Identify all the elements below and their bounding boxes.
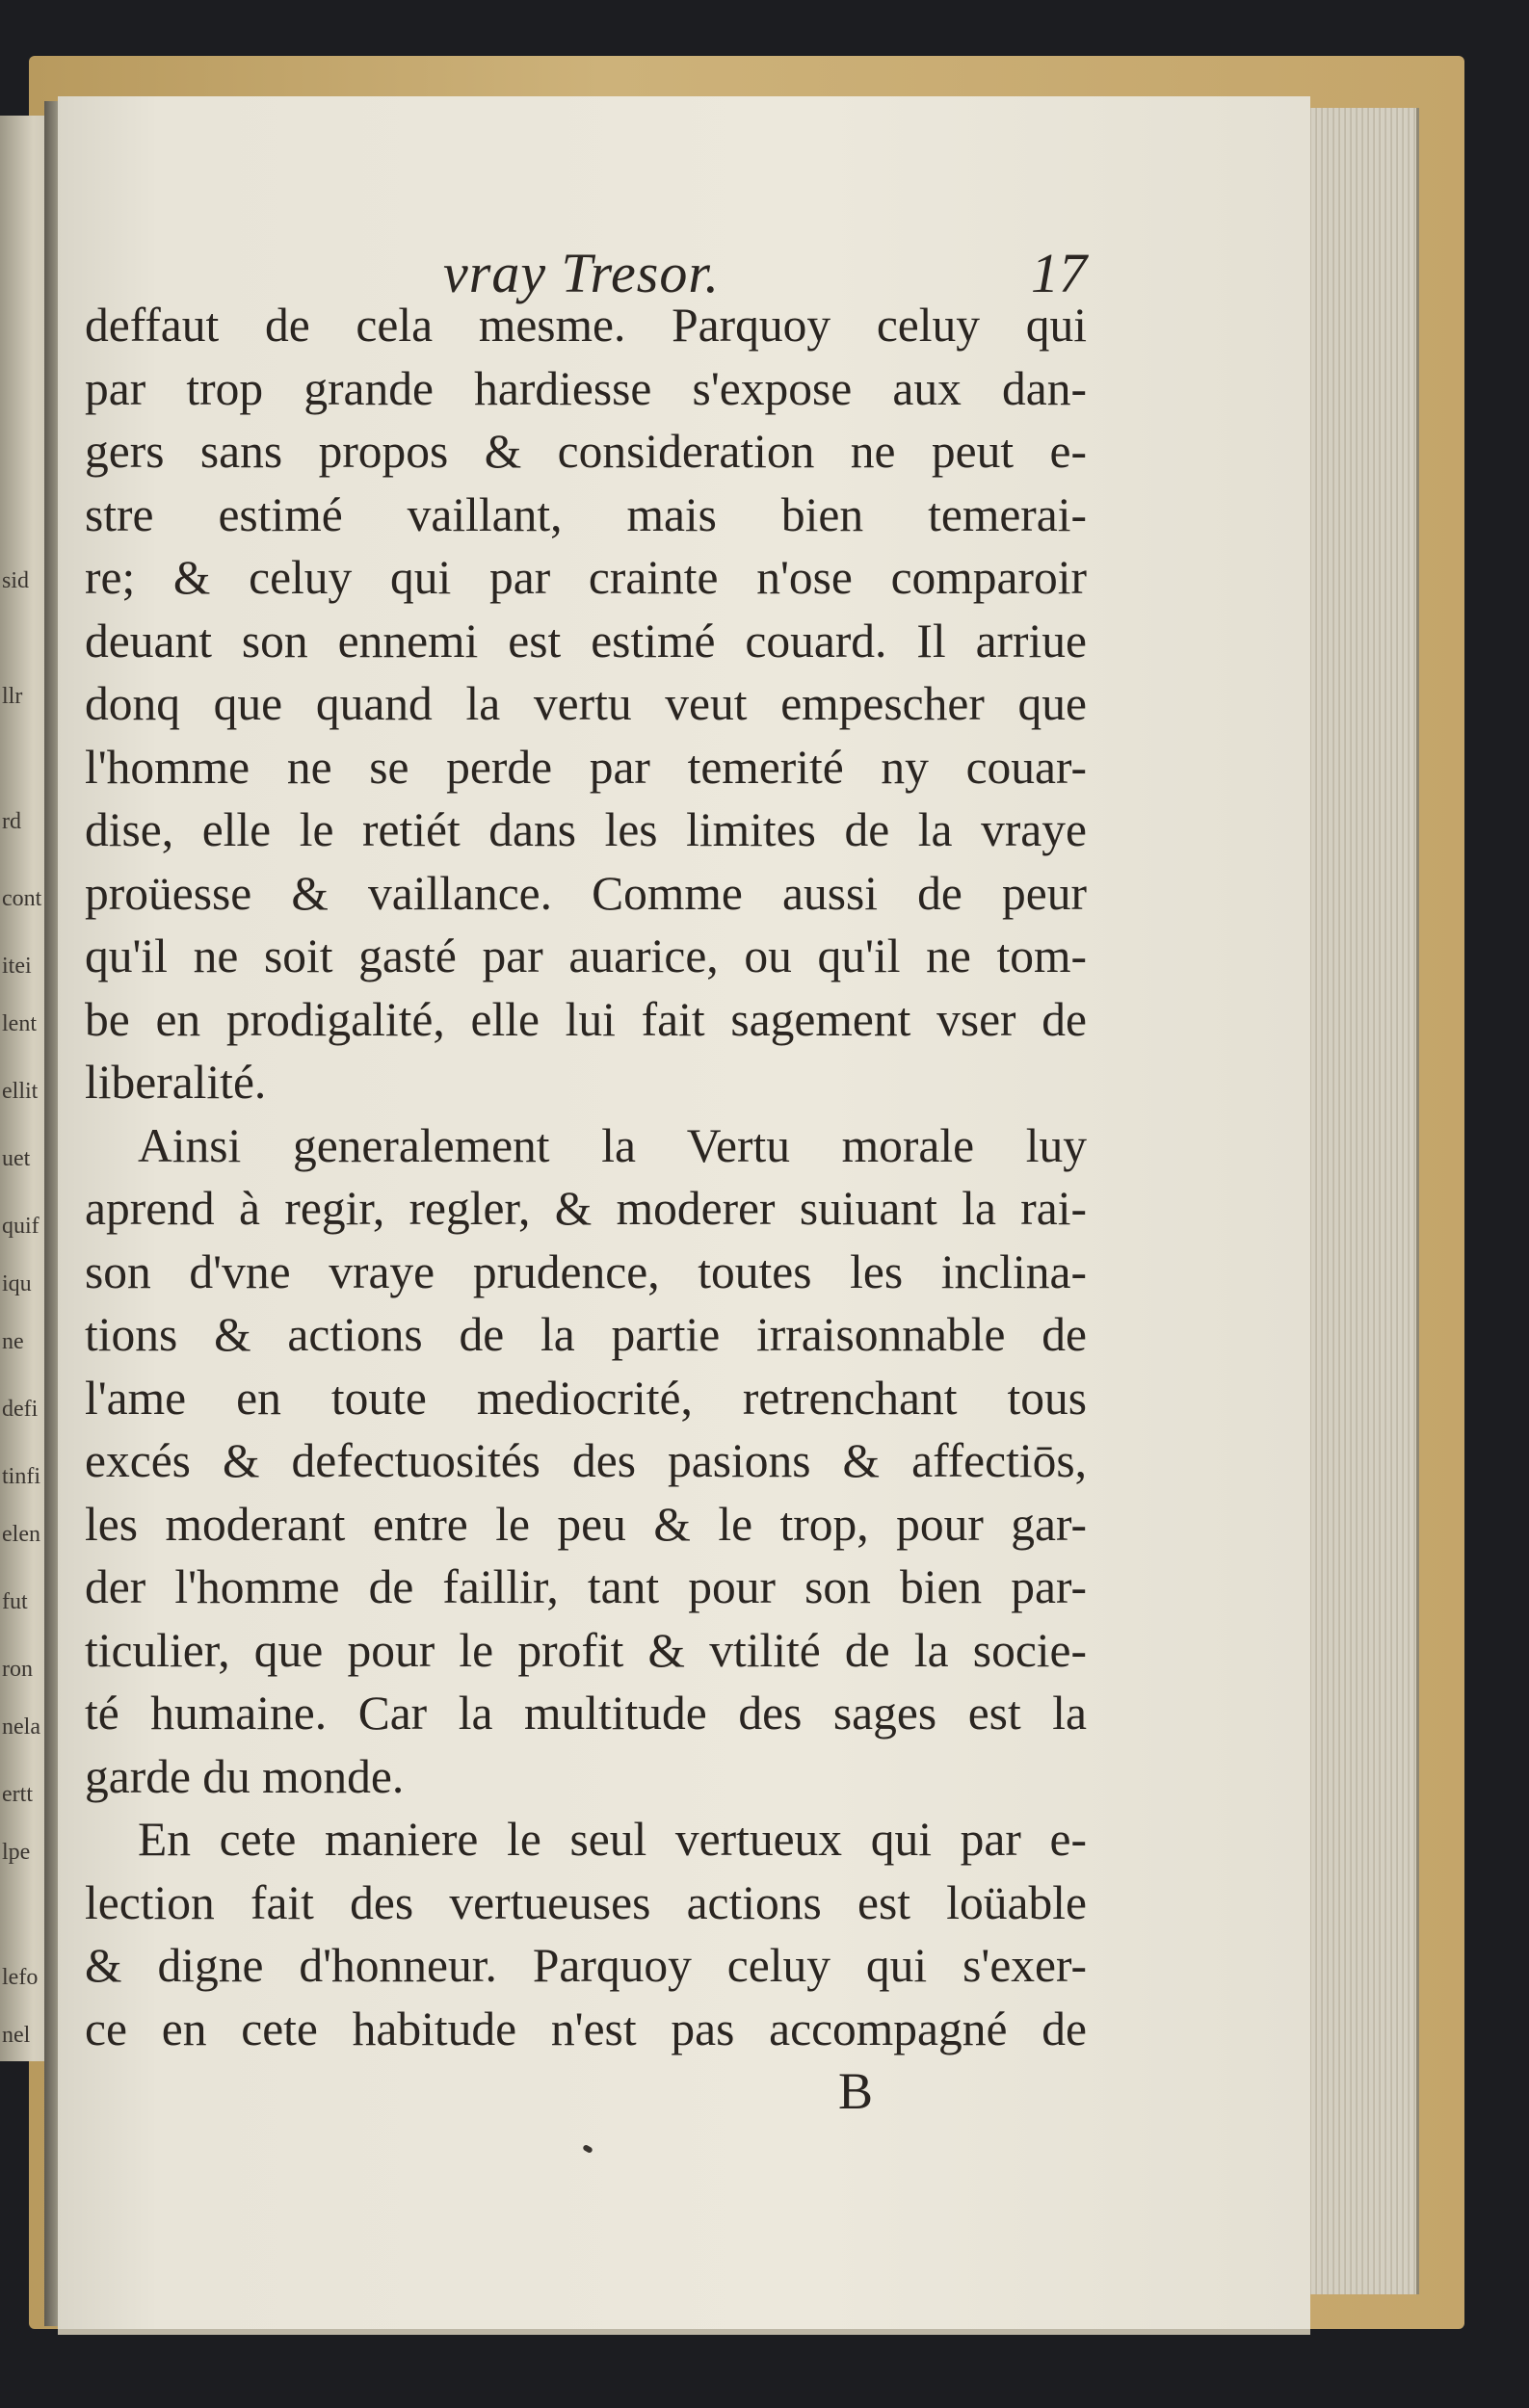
- facing-text-fragment: sid: [2, 568, 30, 593]
- facing-text-fragment: ertt: [2, 1782, 33, 1807]
- facing-text-fragment: itei: [2, 954, 32, 979]
- facing-text-fragment: lpe: [2, 1840, 31, 1865]
- text-line: aprend à regir, regler, & moderer suiuant la rai-: [85, 1182, 1087, 1235]
- text-line: l'ame en toute mediocrité, retrenchant tous: [85, 1371, 1087, 1425]
- text-line: re; & celuy qui par crainte n'ose comparoir: [85, 551, 1087, 604]
- text-line: té humaine. Car la multitude des sages est la: [85, 1687, 1087, 1740]
- body-text: [85, 294, 1087, 2060]
- facing-text-fragment: lefo: [2, 1965, 39, 1990]
- facing-text-fragment: quif: [2, 1214, 40, 1239]
- text-line: tions & actions de la partie irraisonnable de: [85, 1308, 1087, 1361]
- text-line: deffaut de cela mesme. Parquoy celuy qui: [85, 299, 1087, 352]
- text-line: deuant son ennemi est estimé couard. Il arriue: [85, 614, 1087, 667]
- text-line: donq que quand la vertu veut empescher que: [85, 677, 1087, 730]
- facing-text-fragment: ellit: [2, 1079, 39, 1104]
- text-line: stre estimé vaillant, mais bien temerai-: [85, 487, 1087, 541]
- facing-text-fragment: nela: [2, 1714, 40, 1740]
- text-line: liberalité.: [85, 1056, 267, 1109]
- text-line: qu'il ne soit gasté par auarice, ou qu'il ne tom-: [85, 929, 1087, 982]
- facing-text-fragment: tinfi: [2, 1464, 40, 1489]
- facing-text-fragment: cont: [2, 886, 42, 911]
- facing-text-fragment: ron: [2, 1657, 33, 1682]
- facing-text-fragment: llr: [2, 684, 23, 709]
- text-line: proüesse & vaillance. Comme aussi de peur: [85, 866, 1087, 920]
- text-line: dise, elle le retiét dans les limites de la vraye: [85, 803, 1087, 856]
- text-line: gers sans propos & consideration ne peut e-: [85, 425, 1087, 478]
- facing-text-fragment: lent: [2, 1011, 37, 1036]
- facing-text-fragment: elen: [2, 1522, 40, 1547]
- text-line: l'homme ne se perde par temerité ny couar-: [85, 740, 1087, 794]
- facing-text-fragment: defi: [2, 1397, 39, 1422]
- text-line: ticulier, que pour le profit & vtilité de la socie-: [85, 1623, 1087, 1677]
- facing-text-fragment: fut: [2, 1589, 28, 1614]
- text-line: Ainsi generalement la Vertu morale luy: [138, 1118, 1087, 1172]
- text-line: be en prodigalité, elle lui fait sagement vser de: [85, 992, 1087, 1046]
- text-line: les moderant entre le peu & le trop, pour gar-: [85, 1497, 1087, 1551]
- text-line: & digne d'honneur. Parquoy celuy qui s'exer-: [85, 1939, 1087, 1992]
- facing-text-fragment: uet: [2, 1146, 31, 1171]
- text-line: der l'homme de faillir, tant pour son bien par-: [85, 1560, 1087, 1613]
- facing-text-fragment: iqu: [2, 1271, 32, 1296]
- facing-text-fragment: nel: [2, 2023, 31, 2048]
- text-line: lection fait des vertueuses actions est loüable: [85, 1875, 1087, 1929]
- text-line: En cete maniere le seul vertueux qui par e-: [138, 1813, 1087, 1866]
- text-line: excés & defectuosités des pasions & affectiōs,: [85, 1434, 1087, 1487]
- facing-text-fragment: ne: [2, 1329, 24, 1354]
- text-line: par trop grande hardiesse s'expose aux dan-: [85, 361, 1087, 415]
- page-fore-edges: [1301, 108, 1419, 2294]
- text-line: garde du monde.: [85, 1749, 405, 1803]
- running-title: vray Tresor.: [443, 242, 720, 304]
- text-line: ce en cete habitude n'est pas accompagné de: [85, 2002, 1087, 2055]
- text-line: son d'vne vraye prudence, toutes les inclina-: [85, 1244, 1087, 1298]
- facing-text-fragment: rd: [2, 809, 21, 834]
- signature-mark: B: [838, 2062, 874, 2120]
- page-header: [58, 149, 1310, 304]
- page-number: 17: [1031, 242, 1087, 304]
